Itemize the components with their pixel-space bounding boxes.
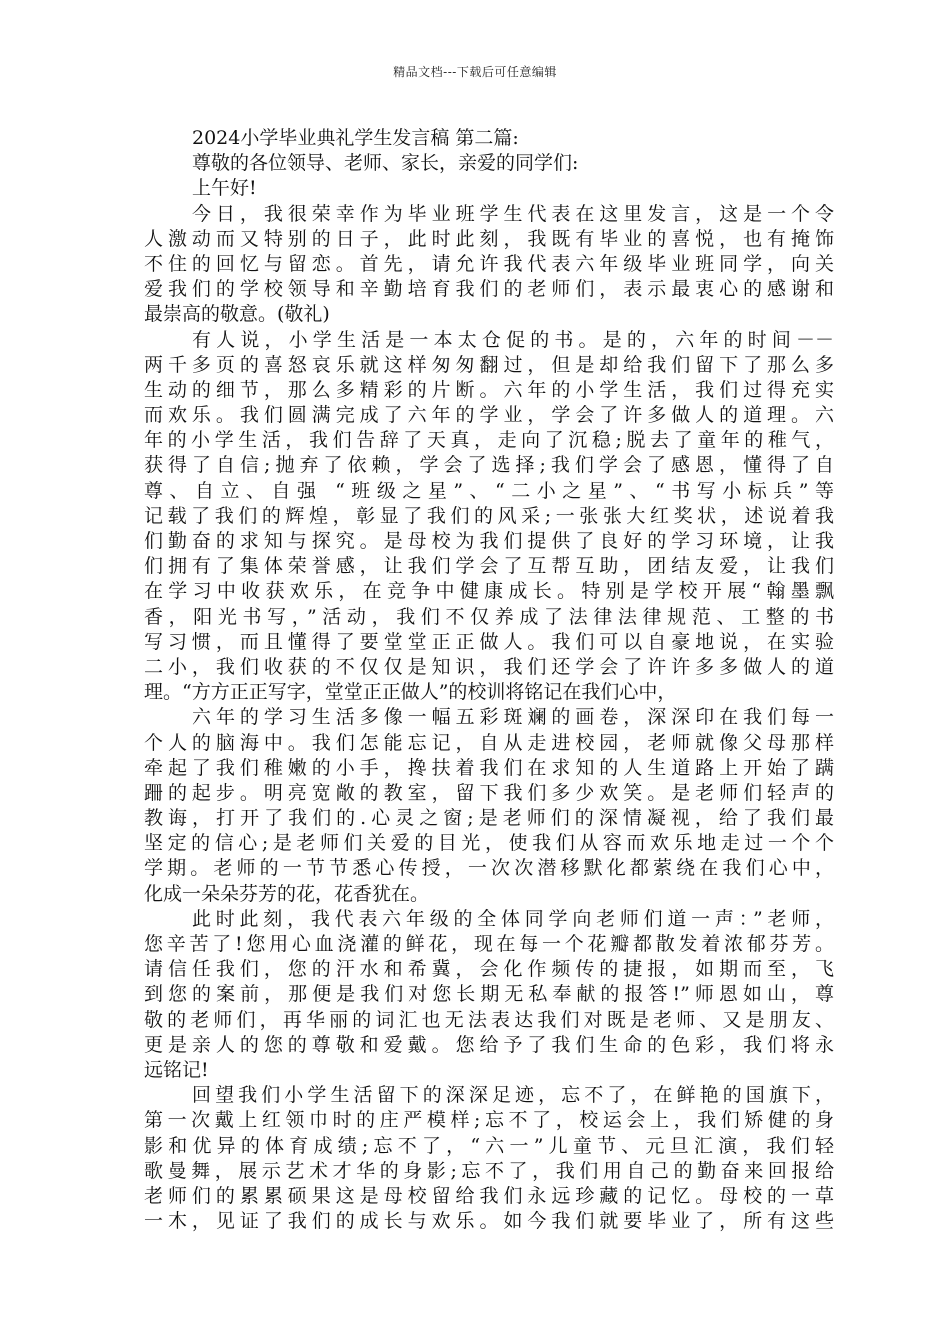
text-line: 而欢乐。我们圆满完成了六年的学业，学会了许多做人的道理。六: [144, 404, 834, 427]
text-line: 年的小学生活，我们告辞了天真，走向了沉稳;脱去了童年的稚气，: [144, 429, 834, 452]
text-line: 人激动而又特别的日子，此时此刻，我既有毕业的喜悦，也有掩饰: [144, 227, 834, 250]
text-line: 两千多页的喜怒哀乐就这样匆匆翻过，但是却给我们留下了那么多: [144, 353, 834, 376]
text-line: 歌曼舞，展示艺术才华的身影;忘不了，我们用自己的勤奋来回报给: [144, 1159, 834, 1182]
text-line: 们勤奋的求知与探究。是母校为我们提供了良好的学习环境，让我: [144, 530, 834, 552]
text-line: 请信任我们，您的汗水和希冀，会化作频传的捷报，如期而至，飞: [144, 958, 834, 981]
document-body: [144, 126, 834, 1234]
text-line: 老师们的累累硕果这是母校留给我们永远珍藏的记忆。母校的一草: [144, 1184, 834, 1207]
text-line: 影和优异的体育成绩;忘不了，“六一”儿童节、元旦汇演，我们轻: [144, 1134, 834, 1157]
text-line: 尊敬的各位领导、老师、家长，亲爱的同学们:: [192, 152, 579, 175]
text-line: 远铭记!: [144, 1058, 209, 1081]
text-line: 坚定的信心;是老师们关爱的目光，使我们从容而欢乐地走过一个个: [144, 832, 834, 855]
text-line: 您辛苦了!您用心血浇灌的鲜花，现在每一个花瓣都散发着浓郁芬芳。: [144, 933, 834, 955]
text-line: 学期。老师的一节节悉心传授，一次次潜移默化都萦绕在我们心中，: [144, 857, 834, 880]
text-line: 爱我们的学校领导和辛勤培育我们的老师们，表示最衷心的感谢和: [144, 278, 834, 301]
text-line: 理。“方方正正写字，堂堂正正做人”的校训将铭记在我们心中，: [144, 681, 677, 704]
text-line: 写习惯，而且懂得了要堂堂正正做人。我们可以自豪地说，在实验: [144, 630, 834, 653]
text-line: 到您的案前，那便是我们对您长期无私奉献的报答!”师恩如山，尊: [144, 983, 834, 1006]
text-line: 们拥有了集体荣誉感，让我们学会了互帮互助，团结友爱，让我们: [144, 555, 834, 578]
text-line: 教诲，打开了我们的.心灵之窗;是老师们的深情凝视，给了我们最: [144, 807, 834, 830]
text-line: 上午好!: [192, 177, 257, 200]
text-line: 在学习中收获欢乐，在竞争中健康成长。特别是学校开展“翰墨飘: [144, 580, 834, 603]
text-line: 敬的老师们，再华丽的词汇也无法表达我们对既是老师、又是朋友、: [144, 1008, 834, 1031]
text-line: 跚的起步。明亮宽敞的教室，留下我们多少欢笑。是老师们轻声的: [144, 781, 834, 804]
text-line: 牵起了我们稚嫩的小手，搀扶着我们在求知的人生道路上开始了蹒: [144, 756, 834, 779]
text-line: 尊、自立、自强 “班级之星”、“二小之星”、“书写小标兵”等: [144, 479, 834, 502]
text-line: 生动的细节，那么多精彩的片断。六年的小学生活，我们过得充实: [144, 378, 834, 401]
text-line: 第一次戴上红领巾时的庄严模样;忘不了，校运会上，我们矫健的身: [144, 1109, 834, 1132]
text-line: 最崇高的敬意。(敬礼): [144, 303, 330, 326]
text-line: 今日，我很荣幸作为毕业班学生代表在这里发言，这是一个令: [192, 202, 834, 225]
text-line: 更是亲人的您的尊敬和爱戴。您给予了我们生命的色彩，我们将永: [144, 1033, 834, 1056]
text-line: 不住的回忆与留恋。首先，请允许我代表六年级毕业班同学，向关: [144, 252, 834, 275]
text-line: 香，阳光书写，”活动，我们不仅养成了法律法律规范、工整的书: [144, 605, 834, 628]
text-line: 获得了自信;抛弃了依赖，学会了选择;我们学会了感恩，懂得了自: [144, 454, 834, 477]
page-header: 精品文档---下载后可任意编辑: [393, 65, 557, 79]
text-line: 2024小学毕业典礼学生发言稿 第二篇:: [192, 127, 519, 149]
text-line: 六年的学习生活多像一幅五彩斑斓的画卷，深深印在我们每一: [192, 706, 834, 729]
text-line: 此时此刻，我代表六年级的全体同学向老师们道一声：”老师，: [192, 907, 834, 930]
text-line: 一木，见证了我们的成长与欢乐。如今我们就要毕业了，所有这些: [144, 1210, 834, 1233]
text-line: 二小，我们收获的不仅仅是知识，我们还学会了许许多多做人的道: [144, 655, 834, 678]
text-line: 有人说，小学生活是一本太仓促的书。是的，六年的时间－－: [192, 328, 834, 351]
text-line: 记载了我们的辉煌，彰显了我们的风采;一张张大红奖状，述说着我: [144, 504, 834, 527]
text-line: 回望我们小学生活留下的深深足迹，忘不了，在鲜艳的国旗下，: [192, 1084, 834, 1107]
text-line: 个人的脑海中。我们怎能忘记，自从走进校园，老师就像父母那样: [144, 731, 834, 754]
text-line: 化成一朵朵芬芳的花，花香犹在。: [144, 882, 430, 905]
